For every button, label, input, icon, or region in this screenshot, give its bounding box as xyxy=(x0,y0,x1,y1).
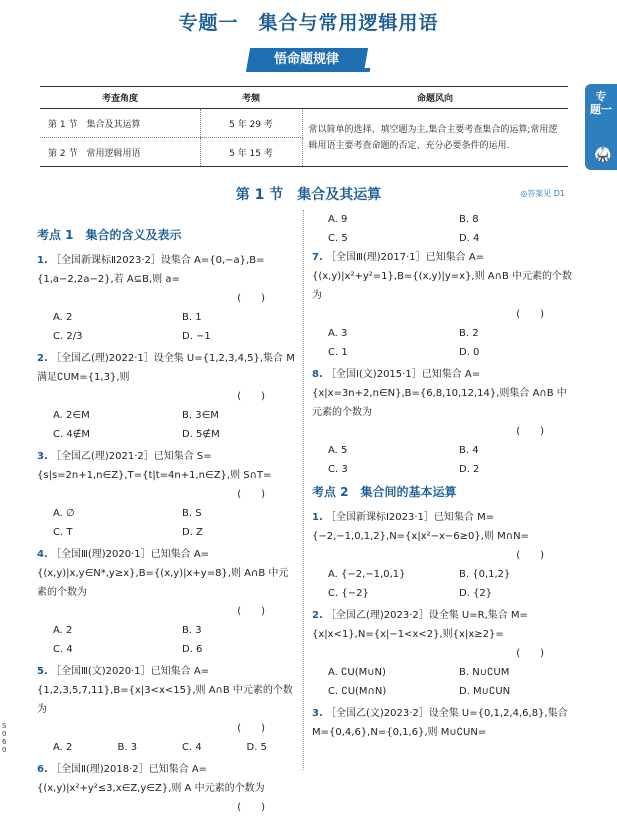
chapter-side-tab: 专 题一 🥋 xyxy=(585,84,617,170)
kp-heading: 考点 2 集合间的基本运算 xyxy=(312,485,457,499)
trend-text: 常以简单的选择、填空题为主,集合主要考查集合的运算;常用逻辑用语主要考查命题的否定、充分必要条件的运用. xyxy=(302,109,568,167)
answer-reference: ◎答案见 D1 xyxy=(520,189,565,198)
overview-table xyxy=(40,86,568,167)
q6-options: A. 9 B. 8 C. 5 D. 4 xyxy=(328,214,480,244)
question: 1. ［全国新课标Ⅰ2023·1］已知集合 M={−2,−1,0,1,2},N={x|x²−x−6≥0},则 M∩N= ( ) A. {−2,−1,0,1} B. {0,1,2} C. {−2} D. {2} xyxy=(312,512,544,599)
column-divider xyxy=(303,210,304,770)
kp-heading: 考点 1 集合的含义及表示 xyxy=(37,228,182,242)
question: 2. ［全国乙(理)2023·2］设全集 U=R,集合 M={x|x<1},N={x|−1<x<2},则{x|x≥2}= ( ) A. ∁U(M∪N) B. N∪∁UM C. ∁U(M∩N) D. M∪∁UN xyxy=(312,610,544,697)
badge-decoration xyxy=(352,68,371,72)
figure-icon: 🥋 xyxy=(594,147,612,163)
question: 5. ［全国Ⅲ(文)2020·1］已知集合 A={1,2,3,5,7,11},B={x|3<x<15},则 A∩B 中元素的个数为 ( ) A. 2 B. 3 C. 4 D. 5 xyxy=(37,666,293,753)
right-column xyxy=(312,210,574,745)
header-angle: 考查角度 xyxy=(40,87,200,109)
page-title: 专题一 集合与常用逻辑用语 xyxy=(178,12,439,34)
left-column xyxy=(37,222,295,820)
row-angle: 第 1 节 集合及其运算 xyxy=(40,109,200,138)
page-number: S060 xyxy=(2,722,7,754)
question: 2. ［全国乙(理)2022·1］设全集 U={1,2,3,4,5},集合 M 满足∁UM={1,3},则 ( ) A. 2∈M B. 3∈M C. 4∉M D. 5∉M xyxy=(37,353,295,440)
question: 3. ［全国乙(文)2023·2］设全集 U={0,1,2,4,6,8},集合 M={0,4,6},N={0,1,6},则 M∪∁UN= xyxy=(312,708,568,738)
question: 6. ［全国Ⅱ(理)2018·2］已知集合 A={(x,y)|x²+y²≤3,x∈Z,y∈Z},则 A 中元素的个数为 ( ) xyxy=(37,764,265,813)
question: 3. ［全国乙(理)2021·2］已知集合 S={s|s=2n+1,n∈Z},T={t|t=4n+1,n∈Z},则 S∩T= ( ) A. ∅ B. S C. T D. Z xyxy=(37,451,272,538)
section-title: 第 1 节 集合及其运算 xyxy=(235,187,382,203)
question: 4. ［全国Ⅲ(理)2020·1］已知集合 A={(x,y)|x,y∈N*,y≥x},B={(x,y)|x+y=8},则 A∩B 中元素的个数为 ( ) A. 2 B. 3 C. 4 D. 6 xyxy=(37,549,289,655)
row-frequency: 5 年 15 考 xyxy=(200,138,302,167)
row-angle: 第 2 节 常用逻辑用语 xyxy=(40,138,200,167)
header-frequency: 考频 xyxy=(200,87,302,109)
question: 8. ［全国Ⅰ(文)2015·1］已知集合 A={x|x=3n+2,n∈N},B={6,8,10,12,14},则集合 A∩B 中元素的个数为 ( ) A. 5 B. 4 C. 3 D. 2 xyxy=(312,369,567,475)
row-frequency: 5 年 29 考 xyxy=(200,109,302,138)
question: 1. ［全国新课标Ⅱ2023·2］设集合 A={0,−a},B={1,a−2,2a−2},若 A⊆B,则 a= ( ) A. 2 B. 1 C. 2/3 D. −1 xyxy=(37,255,265,342)
header-trend: 命题风向 xyxy=(302,87,568,109)
question: 7. ［全国Ⅲ(理)2017·1］已知集合 A={(x,y)|x²+y²=1},B={(x,y)|y=x},则 A∩B 中元素的个数为 ( ) A. 3 B. 2 C. 1 D. 0 xyxy=(312,252,572,358)
section-badge: 悟命题规律 xyxy=(246,48,368,72)
